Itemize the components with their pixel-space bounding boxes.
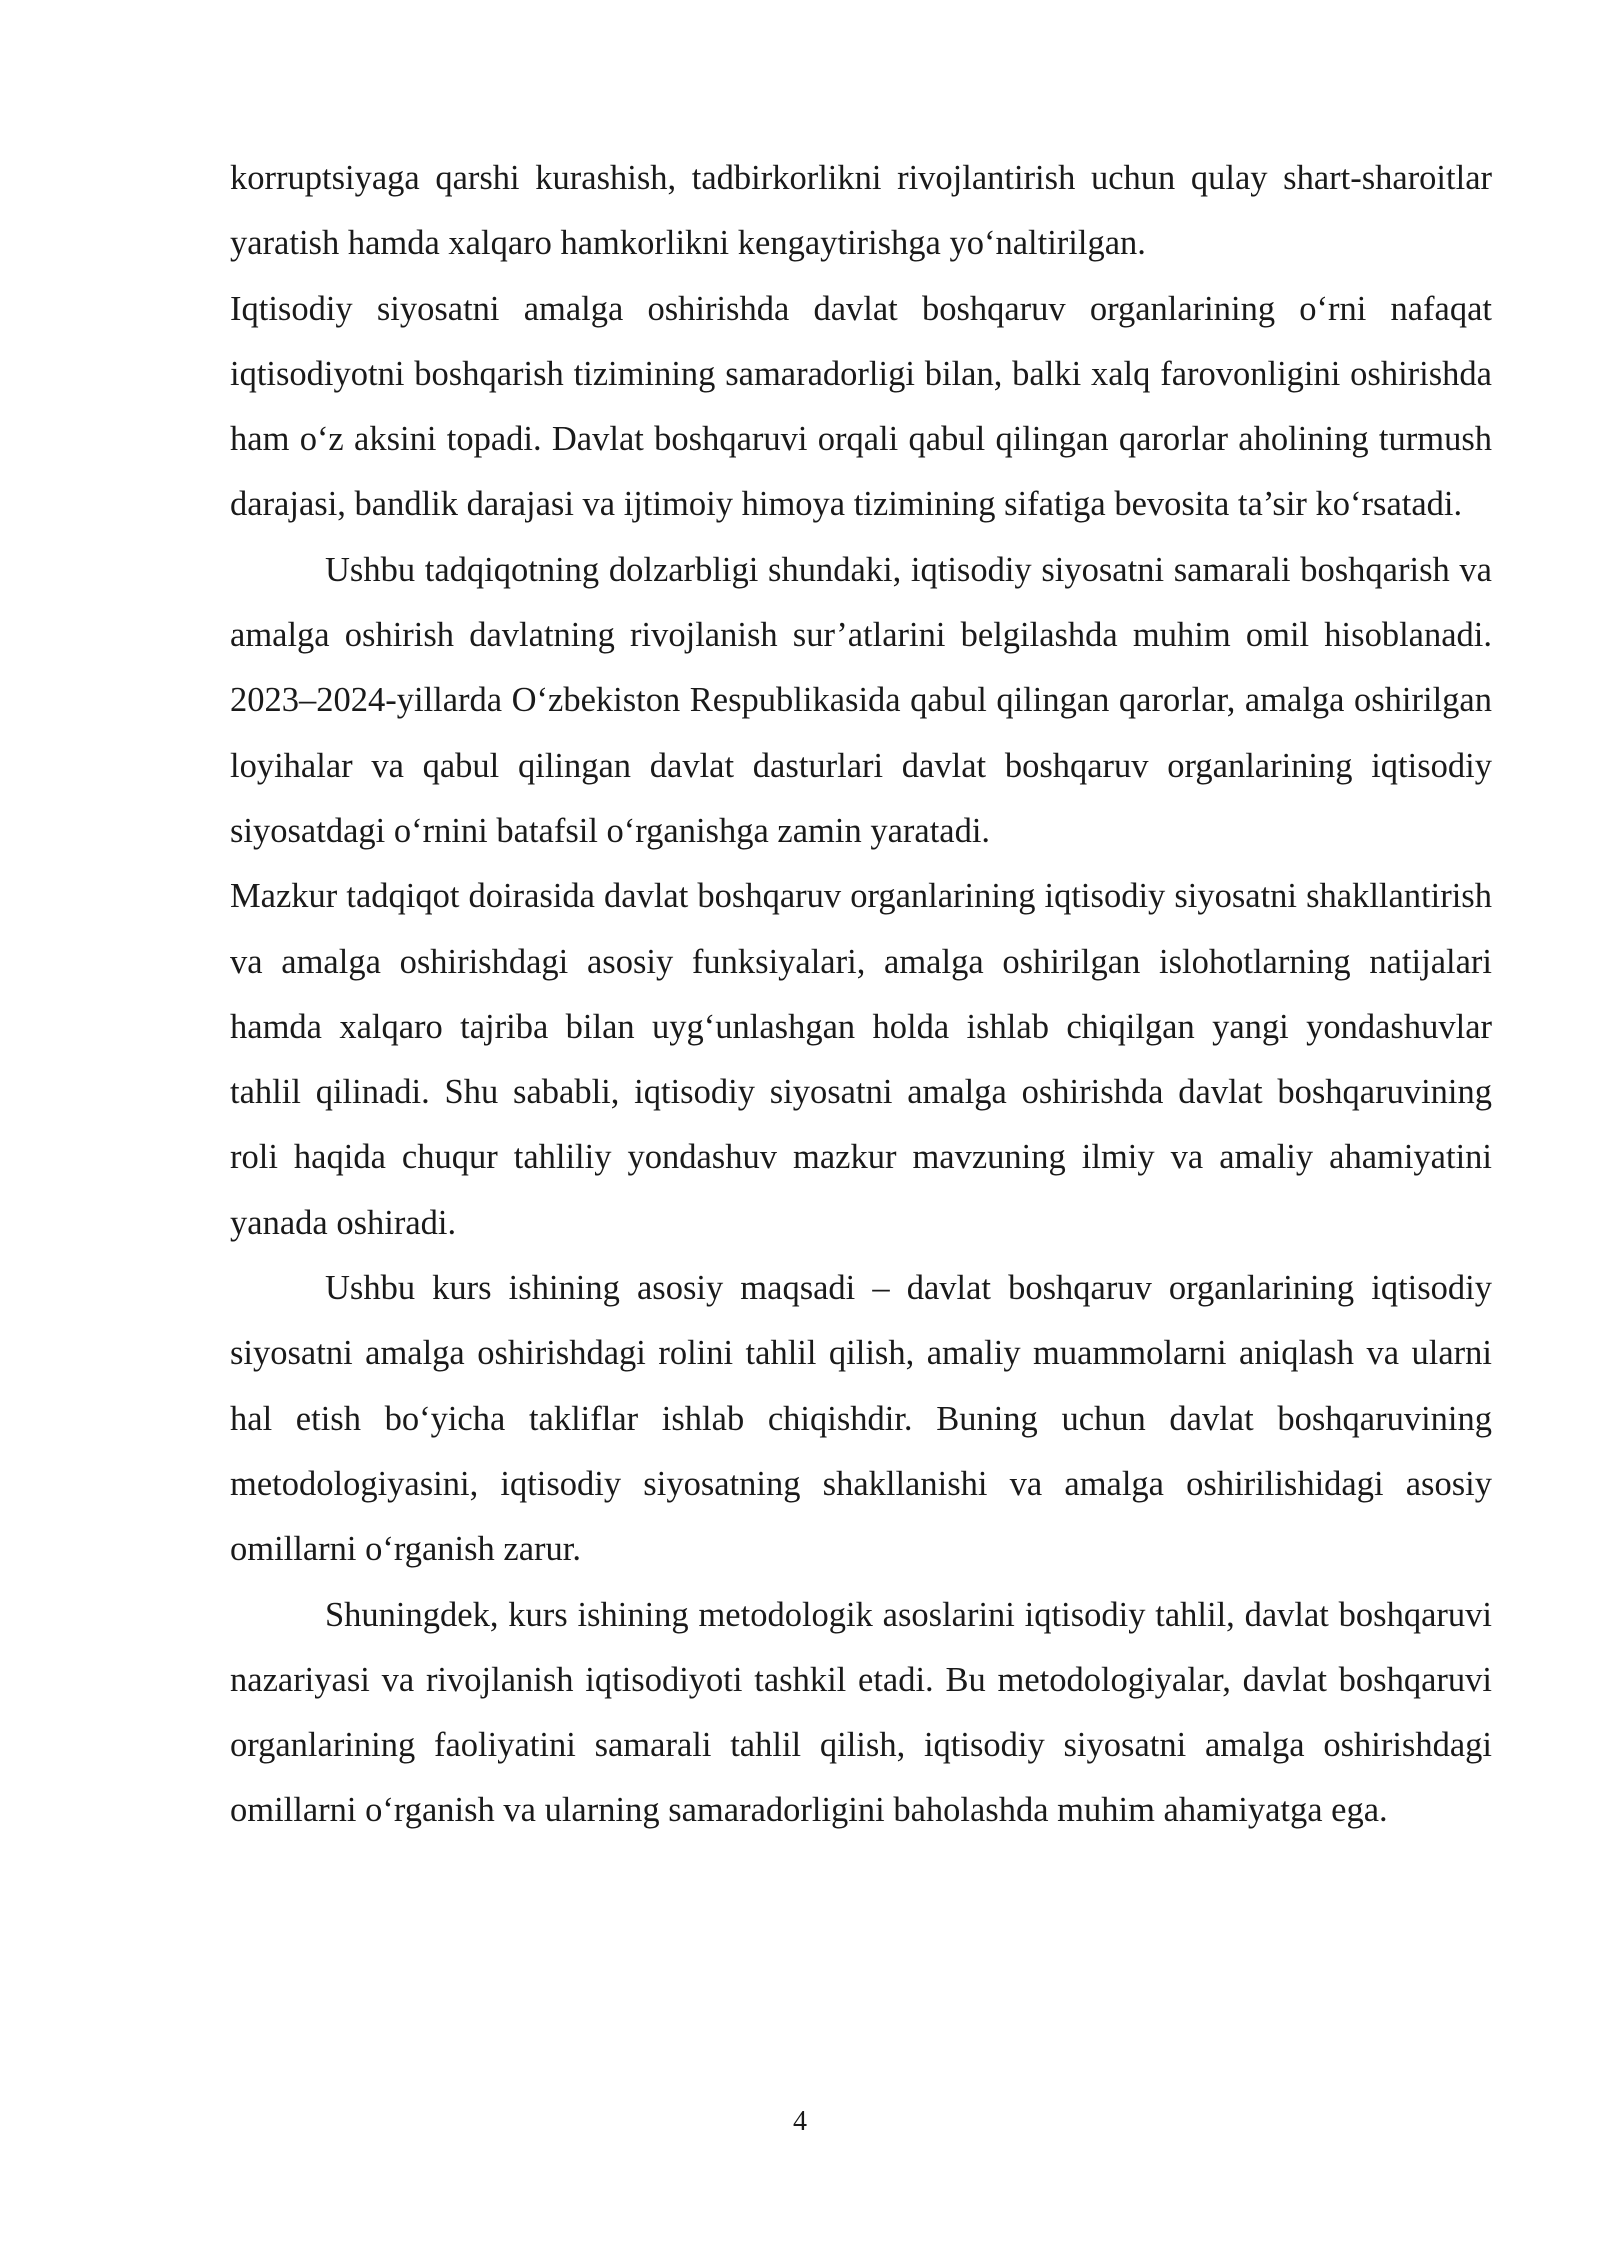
paragraph-2: Iqtisodiy siyosatni amalga oshirishda davlat boshqaruv organlarining o‘rni nafaqat iqtisodiyotni boshqarish tizimining samaradorligi bilan, balki xalq farovonligini oshirishda ham o‘z aksini topadi. Davlat boshqaruvi orqali qabul qilingan qarorlar aholining turmush darajasi, bandlik darajasi va ijtimoiy himoya tizimining sifatiga bevosita ta’sir ko‘rsatadi.: [230, 289, 1492, 524]
paragraph-5: Ushbu kurs ishining asosiy maqsadi – davlat boshqaruv organlarining iqtisodiy siyosatni amalga oshirishdagi rolini tahlil qilish, amaliy muammolarni aniqlash va ularni hal etish bo‘yicha takliflar ishlab chiqishdir. Buning uchun davlat boshqaruvining metodologiyasini, iqtisodiy siyosatning shakllanishi va amalga oshirilishidagi asosiy omillarni o‘rganish zarur.: [230, 1269, 1492, 1569]
paragraph-3: Ushbu tadqiqotning dolzarbligi shundaki, iqtisodiy siyosatni samarali boshqarish va amalga oshirish davlatning rivojlanish sur’atlarini belgilashda muhim omil hisoblanadi. 2023–2024-yillarda O‘zbekiston Respublikasida qabul qilingan qarorlar, amalga oshirilgan loyihalar va qabul qilingan davlat dasturlari davlat boshqaruv organlarining iqtisodiy siyosatdagi o‘rnini batafsil o‘rganishga zamin yaratadi.: [230, 550, 1492, 850]
paragraph-4: Mazkur tadqiqot doirasida davlat boshqaruv organlarining iqtisodiy siyosatni shakllantirish va amalga oshirishdagi asosiy funksiyalari, amalga oshirilgan islohotlarning natijalari hamda xalqaro tajriba bilan uyg‘unlashgan holda ishlab chiqilgan yangi yondashuvlar tahlil qilinadi. Shu sababli, iqtisodiy siyosatni amalga oshirishda davlat boshqaruvining roli haqida chuqur tahliliy yondashuv mazkur mavzuning ilmiy va amaliy ahamiyatini yanada oshiradi.: [230, 877, 1492, 1242]
document-body: [230, 146, 1492, 1844]
paragraph-6: Shuningdek, kurs ishining metodologik asoslarini iqtisodiy tahlil, davlat boshqaruvi nazariyasi va rivojlanish iqtisodiyoti tashkil etadi. Bu metodologiyalar, davlat boshqaruvi organlarining faoliyatini samarali tahlil qilish, iqtisodiy siyosatni amalga oshirishdagi omillarni o‘rganish va ularning samaradorligini baholashda muhim ahamiyatga ega.: [230, 1595, 1492, 1830]
page-number: 4: [793, 2106, 807, 2137]
paragraph-1: korruptsiyaga qarshi kurashish, tadbirkorlikni rivojlantirish uchun qulay shart-sharoitlar yaratish hamda xalqaro hamkorlikni kengaytirishga yo‘naltirilgan.: [230, 159, 1492, 263]
